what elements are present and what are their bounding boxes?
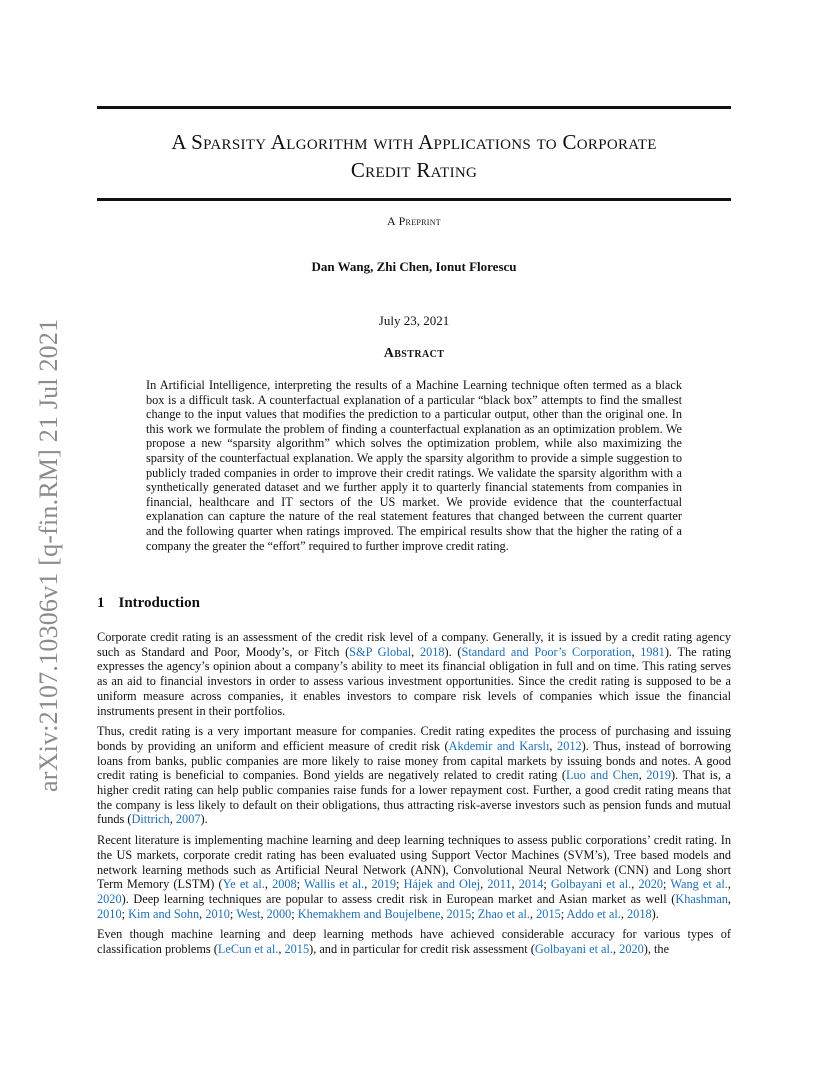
- preprint-label: A Preprint: [386, 214, 441, 228]
- citation-link[interactable]: 2007: [175, 812, 201, 827]
- paragraph-text: ;: [229, 906, 237, 921]
- citation-link[interactable]: 2011: [487, 877, 512, 892]
- paragraph-text: ;: [543, 877, 551, 892]
- citation-link[interactable]: Wallis et al.: [304, 877, 365, 892]
- citation-link[interactable]: Addo et al.: [566, 906, 621, 921]
- citation-link[interactable]: Ye et al.: [222, 877, 265, 892]
- paragraph-3: [97, 833, 731, 921]
- paragraph-text: ,: [364, 877, 372, 892]
- citation-link[interactable]: S&P Global: [349, 644, 412, 659]
- citation-link[interactable]: 1981: [640, 644, 665, 659]
- paragraph-4: [97, 927, 731, 956]
- paragraph-text: ). Thus, instead of borrowing loans from banks, public companies are more likely to raise money from capital markets by issuing bonds and notes. A good credit rating is beneficial to companies. Bond yields are negatively related to credit rating (: [97, 738, 731, 783]
- paragraph-text: ).: [200, 812, 208, 827]
- paragraph-text: ;: [560, 906, 567, 921]
- paragraph-2: [97, 724, 731, 827]
- arxiv-identifier: arXiv:2107.10306v1 [q-fin.RM] 21 Jul 2021: [34, 318, 63, 792]
- section-title: Introduction: [118, 595, 200, 611]
- citation-link[interactable]: 2020: [619, 942, 644, 957]
- paragraph-text: ,: [278, 942, 285, 957]
- paragraph-text: ,: [511, 877, 519, 892]
- citation-link[interactable]: Khemakhem and Boujelbene: [297, 906, 441, 921]
- paragraph-text: Even though machine learning and deep learning methods have achieved considerable accuracy for various types of classification problems (: [97, 927, 731, 957]
- paragraph-text: ,: [727, 891, 731, 906]
- paragraph-text: ,: [169, 812, 176, 827]
- citation-link[interactable]: Khashman: [675, 891, 728, 906]
- citation-link[interactable]: LeCun et al.: [217, 942, 279, 957]
- section-heading-introduction: [97, 595, 200, 612]
- paragraph-text: ;: [396, 877, 404, 892]
- paper-title-line-1: A Sparsity Algorithm with Applications to Corporate: [171, 130, 657, 154]
- citation-link[interactable]: 2015: [536, 906, 561, 921]
- citation-link[interactable]: Wang et al.: [670, 877, 728, 892]
- paragraph-text: ;: [291, 906, 298, 921]
- paragraph-text: ). That is, a higher credit rating can help public companies raise funds for a lower repayment cost. Further, a good credit rating means that the company is less likely to default on their obligations, thus attracting risk-averse investors such as pension funds and mutual funds (: [97, 768, 731, 827]
- abstract-heading: Abstract: [383, 346, 445, 361]
- citation-link[interactable]: West: [236, 906, 261, 921]
- paragraph-text: ,: [631, 644, 641, 659]
- citation-link[interactable]: Luo and Chen: [565, 768, 639, 783]
- title-top-rule: [97, 106, 731, 109]
- citation-link[interactable]: 2018: [419, 644, 445, 659]
- citation-link[interactable]: Standard and Poor’s Corporation: [461, 644, 632, 659]
- citation-link[interactable]: 2015: [446, 906, 472, 921]
- paragraph-1: [97, 630, 731, 718]
- paragraph-text: ,: [727, 877, 731, 892]
- paragraph-text: ). Deep learning techniques are popular to assess credit risk in European market and Asian market as well (: [121, 891, 676, 906]
- paper-title-line-2: Credit Rating: [350, 158, 478, 182]
- section-number: 1: [97, 595, 105, 611]
- paragraph-text: ,: [529, 906, 537, 921]
- paragraph-text: ;: [296, 877, 304, 892]
- citation-link[interactable]: 2014: [518, 877, 544, 892]
- paragraph-text: ,: [613, 942, 620, 957]
- paragraph-text: ,: [440, 906, 447, 921]
- citation-link[interactable]: 2019: [371, 877, 397, 892]
- abstract-text: In Artificial Intelligence, interpreting the results of a Machine Learning technique often termed as a black box is a difficult task. A counterfactual explanation of a particular “black box” attempts to find the smallest change to the input values that modifies the prediction to a particular output, other than the original one. In this work we formulate the problem of finding a counterfactual explanation as an optimization problem. We propose a new “sparsity algorithm” which solves the optimization problem, while also maximizing the sparsity of the counterfactual explanation. We apply the sparsity algorithm to provide a simple suggestion to publicly traded companies in order to improve their credit ratings. We validate the sparsity algorithm with a synthetically generated dataset and we further apply it to quarterly financial statements from companies in financial, healthcare and IT sectors of the US market. We provide evidence that the counterfactual explanation can capture the nature of the real statement features that changed between the current quarter and the following quarter when ratings improved. The empirical results show that the higher the rating of a company the greater the “effort” required to further improve credit rating.: [146, 378, 682, 553]
- paragraph-text: ,: [260, 906, 267, 921]
- paragraph-text: ,: [631, 877, 639, 892]
- citation-link[interactable]: 2020: [638, 877, 664, 892]
- paper-date: July 23, 2021: [378, 313, 450, 328]
- paragraph-text: ,: [264, 877, 273, 892]
- paragraph-text: ;: [663, 877, 671, 892]
- introduction-body: [97, 630, 731, 963]
- paragraph-text: ,: [199, 906, 206, 921]
- citation-link[interactable]: Zhao et al.: [477, 906, 530, 921]
- citation-link[interactable]: 2020: [97, 891, 122, 906]
- citation-link[interactable]: Akdemir and Karslı: [448, 738, 550, 753]
- citation-link[interactable]: Golbayani et al.: [550, 877, 632, 892]
- citation-link[interactable]: 2019: [646, 768, 671, 783]
- paragraph-text: ,: [411, 644, 420, 659]
- paragraph-text: ), and in particular for credit risk assessment (: [309, 942, 535, 957]
- citation-link[interactable]: 2010: [97, 906, 122, 921]
- citation-link[interactable]: 2000: [266, 906, 292, 921]
- paragraph-text: Thus, credit rating is a very important measure for companies. Credit rating expedites the process of purchasing and issuing bonds by providing an uniform and efficient measure of credit risk (: [97, 724, 731, 753]
- citation-link[interactable]: 2015: [284, 942, 310, 957]
- paragraph-text: ;: [121, 906, 129, 921]
- paragraph-text: ). The rating expresses the agency’s opinion about a company’s ability to meet its financial obligation in full and on time. This rating serves as an aid to financial investors in order to assess various investment opportunities. Since the credit rating is supposed to be a uniform measure across companies, it enables investors to compare risk levels of companies which issue the financial instruments present in their portfolios.: [97, 644, 731, 718]
- paragraph-text: ). (: [444, 644, 462, 659]
- citation-link[interactable]: 2012: [557, 738, 582, 753]
- paragraph-text: Corporate credit rating is an assessment of the credit risk level of a company. Generally, it is issued by a credit rating agency such as Standard and Poor, Moody’s, or Fitch (: [97, 630, 731, 659]
- citation-link[interactable]: 2018: [627, 906, 652, 921]
- paragraph-text: ), the: [643, 942, 670, 957]
- paragraph-text: ,: [480, 877, 488, 892]
- paragraph-text: ,: [638, 768, 647, 783]
- citation-link[interactable]: 2010: [205, 906, 230, 921]
- title-bottom-rule: [97, 198, 731, 201]
- paragraph-text: ,: [620, 906, 628, 921]
- citation-link[interactable]: Golbayani et al.: [534, 942, 614, 957]
- citation-link[interactable]: 2008: [272, 877, 297, 892]
- paragraph-text: ;: [471, 906, 478, 921]
- author-list: Dan Wang, Zhi Chen, Ionut Florescu: [311, 259, 517, 274]
- paper-title: [97, 128, 731, 184]
- paragraph-text: ,: [549, 738, 558, 753]
- citation-link[interactable]: Dittrich: [131, 812, 170, 827]
- citation-link[interactable]: Hájek and Olej: [403, 877, 481, 892]
- paragraph-text: ).: [651, 906, 659, 921]
- paragraph-text: Recent literature is implementing machine learning and deep learning techniques to assess public corporations’ credit rating. In the US markets, corporate credit rating has been evaluated using Support Vector Machines (SVM’s), Tree based models and network learning methods such as Artificial Neural Network (ANN), Convolutional Neural Network (CNN) and Long short Term Memory (LSTM) (: [97, 833, 731, 892]
- citation-link[interactable]: Kim and Sohn: [128, 906, 200, 921]
